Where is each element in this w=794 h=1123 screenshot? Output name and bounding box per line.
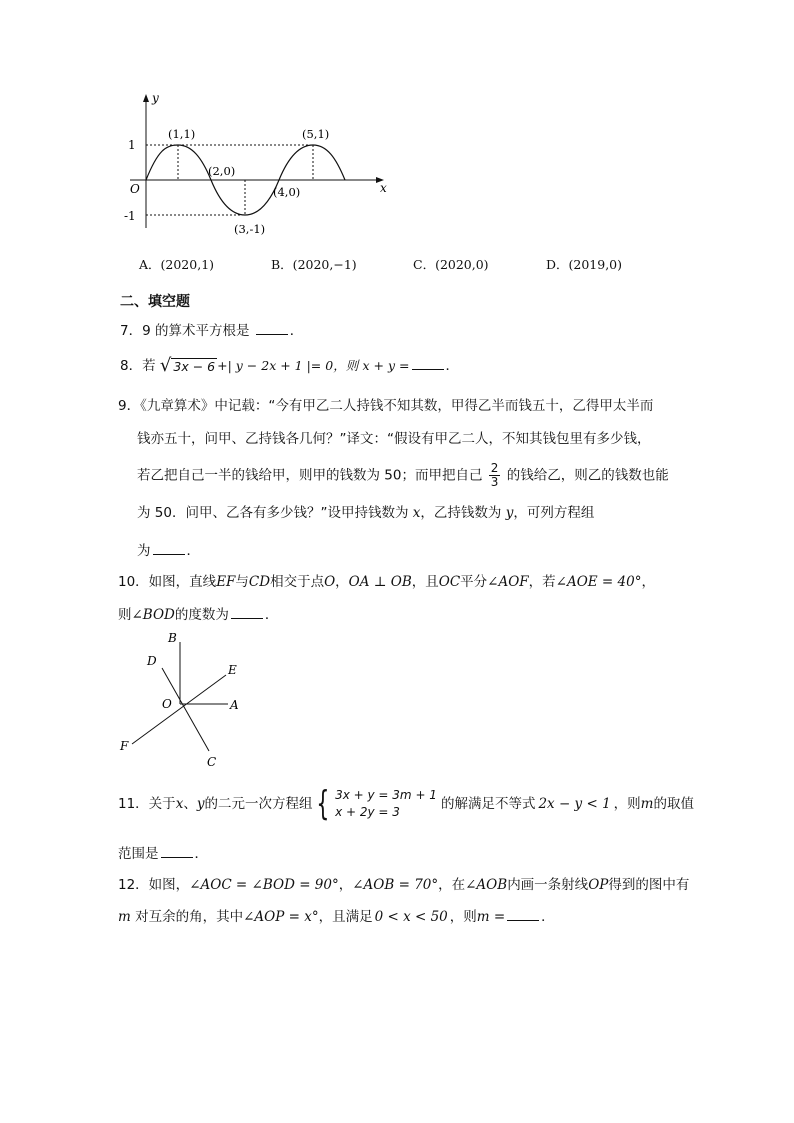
question-10-line-2 [118, 604, 278, 625]
q11-line1d: ，则 [613, 796, 641, 812]
q8-radicand: 3x − 6 [173, 359, 216, 374]
point-label-2-0: (2,0) [208, 164, 236, 178]
q9-line4c: ，可列方程组 [513, 505, 595, 521]
question-12-line-1 [118, 875, 689, 895]
q11-line1e: 的取值 [653, 796, 694, 812]
q12-end: ． [541, 909, 555, 925]
q9-line4b: ，乙持钱数为 [420, 505, 502, 521]
q8-rest: +| y − 2x + 1 |= 0，则 [217, 358, 359, 373]
question-10-line-1 [118, 572, 655, 592]
q9-var-x: x [412, 505, 421, 521]
q12-cond: 0 < x < 50 [374, 909, 448, 925]
q12-m: m [118, 909, 131, 925]
q11-eq2: x + 2y = 3 [335, 805, 400, 819]
q9-line4a: 为 50．问甲、乙各有多少钱？”设甲持钱数为 [137, 505, 409, 521]
q7-end: ． [289, 323, 304, 339]
q9-frac-den: 3 [490, 475, 499, 489]
question-12-line-2 [118, 906, 555, 927]
origin-label: O [130, 182, 140, 196]
question-7 [120, 320, 303, 341]
q12-line2b: ，且满足 [318, 909, 373, 925]
question-9-line-3 [137, 462, 669, 489]
q11-line2: 范围是 [118, 846, 159, 862]
q10-line1h: ， [641, 574, 655, 590]
label-e: E [228, 663, 237, 677]
point-label-5-1: (5,1) [302, 127, 330, 141]
q10-line1b: 与 [235, 574, 249, 590]
q10-line1g: ，若 [528, 574, 556, 590]
q9-line3a: 若乙把自己一半的钱给甲，则甲的钱数为 50；而甲把自己 [137, 467, 483, 484]
q9-answer-blank[interactable] [153, 540, 185, 555]
q9-var-y: y [505, 505, 514, 521]
angle-figure [110, 628, 260, 773]
q10-aoe: ∠AOE = 40° [555, 574, 642, 590]
question-9-line-2: 钱亦五十，问甲、乙持钱各几何？”译文：“假设有甲乙二人，不知其钱包里有多少钱， [137, 431, 651, 447]
q11-m: m [640, 796, 654, 812]
q10-line1f: 平分 [460, 574, 488, 590]
q10-answer-blank[interactable] [231, 604, 263, 619]
question-9-line-1: 9．《九章算术》中记载：“今有甲乙二人持钱不知其数，甲得乙半而钱五十，乙得甲太半而 [118, 398, 654, 414]
question-9-line-5 [137, 540, 200, 561]
q12-line2a: 对互余的角，其中 [135, 909, 244, 925]
q10-end: ． [264, 607, 279, 623]
tick-label-neg1: -1 [124, 209, 136, 223]
q12-aob: ∠AOB [465, 877, 508, 893]
q9-line3b: 的钱给乙，则乙的钱数也能 [506, 467, 669, 484]
q11-line1b: 的二元一次方程组 [204, 796, 313, 812]
q12-line1d: 内画一条射线 [507, 877, 589, 893]
q12-line2c: ，则 [449, 909, 477, 925]
label-c: C [207, 755, 217, 769]
q10-line2a: 则 [118, 607, 132, 623]
label-d: D [147, 654, 157, 668]
option-c: C．(2020,0) [413, 257, 489, 272]
point-label-4-0: (4,0) [273, 185, 301, 199]
q12-line1b: ， [338, 877, 353, 893]
option-b: B．(2020,−1) [271, 257, 357, 272]
q10-perp: OA ⊥ OB [348, 574, 412, 590]
radical-sign-icon: √ [159, 355, 172, 376]
label-a: A [230, 698, 239, 712]
q9-end: ． [186, 543, 200, 559]
q11-answer-blank[interactable] [161, 843, 193, 858]
q12-line1e: 得到的图中有 [608, 877, 690, 893]
q10-line2b: 的度数为 [174, 607, 229, 623]
q10-bod: ∠BOD [131, 607, 175, 623]
q8-expr: x + y = [362, 358, 410, 373]
q10-line1e: ，且 [411, 574, 439, 590]
y-axis-label: y [152, 91, 159, 105]
option-a: A．(2020,1) [139, 257, 215, 272]
label-o: O [162, 697, 172, 711]
q10-aof: ∠AOF [487, 574, 529, 590]
q9-fraction [489, 462, 501, 489]
q12-m2: m = [476, 909, 506, 925]
q11-x: x [175, 796, 184, 812]
q12-line1c: ，在 [438, 877, 466, 893]
q11-end: ． [194, 846, 208, 862]
label-b: B [168, 631, 177, 645]
q10-o: O [324, 574, 336, 590]
q9-frac-num: 2 [490, 461, 499, 475]
q7-text: 7．9 的算术平方根是 [120, 323, 250, 339]
question-8 [120, 355, 459, 376]
q12-angle2: ∠AOB = 70° [352, 877, 439, 893]
q8-prefix: 8．若 [120, 358, 156, 374]
option-d: D．(2019,0) [546, 257, 623, 272]
q11-sep: 、 [183, 796, 197, 812]
x-axis-label: x [380, 181, 387, 195]
section-heading: 二、填空题 [120, 294, 190, 310]
question-11-line-1 [118, 784, 694, 824]
q11-ineq: 2x − y < 1 [538, 796, 611, 812]
question-11-line-2 [118, 843, 208, 864]
q10-ef: EF [216, 574, 236, 590]
q12-angles1: ∠AOC = ∠BOD = 90° [189, 877, 339, 893]
label-f: F [120, 739, 129, 753]
q8-end: ． [445, 358, 459, 374]
coordinate-graph [110, 90, 400, 240]
point-label-1-1: (1,1) [168, 127, 196, 141]
q12-answer-blank[interactable] [507, 906, 539, 921]
q7-answer-blank[interactable] [256, 320, 288, 335]
q11-line1a: 11．关于 [118, 796, 176, 812]
q10-line1d: ， [335, 574, 349, 590]
y-axis-arrow [143, 94, 149, 102]
q12-op: OP [588, 877, 609, 893]
q10-line1c: 相交于点 [270, 574, 325, 590]
q10-cd: CD [248, 574, 271, 590]
q10-line1a: 10．如图，直线 [118, 574, 217, 590]
tick-label-1: 1 [128, 138, 136, 152]
q11-equation-system [312, 784, 437, 824]
q9-line5: 为 [137, 543, 151, 559]
q11-eq1: 3x + y = 3m + 1 [335, 788, 437, 802]
q12-line1a: 12．如图， [118, 877, 190, 893]
q11-line1c: 的解满足不等式 [440, 796, 536, 812]
q12-aop: ∠AOP = x° [243, 909, 319, 925]
line-ef [132, 675, 226, 744]
q8-sqrt [160, 357, 217, 375]
q8-answer-blank[interactable] [412, 355, 444, 370]
left-brace-icon: { [316, 784, 330, 824]
question-9-line-4 [137, 503, 594, 523]
q10-oc: OC [438, 574, 461, 590]
point-label-3-neg1: (3,-1) [234, 222, 266, 236]
q11-y: y [196, 796, 205, 812]
